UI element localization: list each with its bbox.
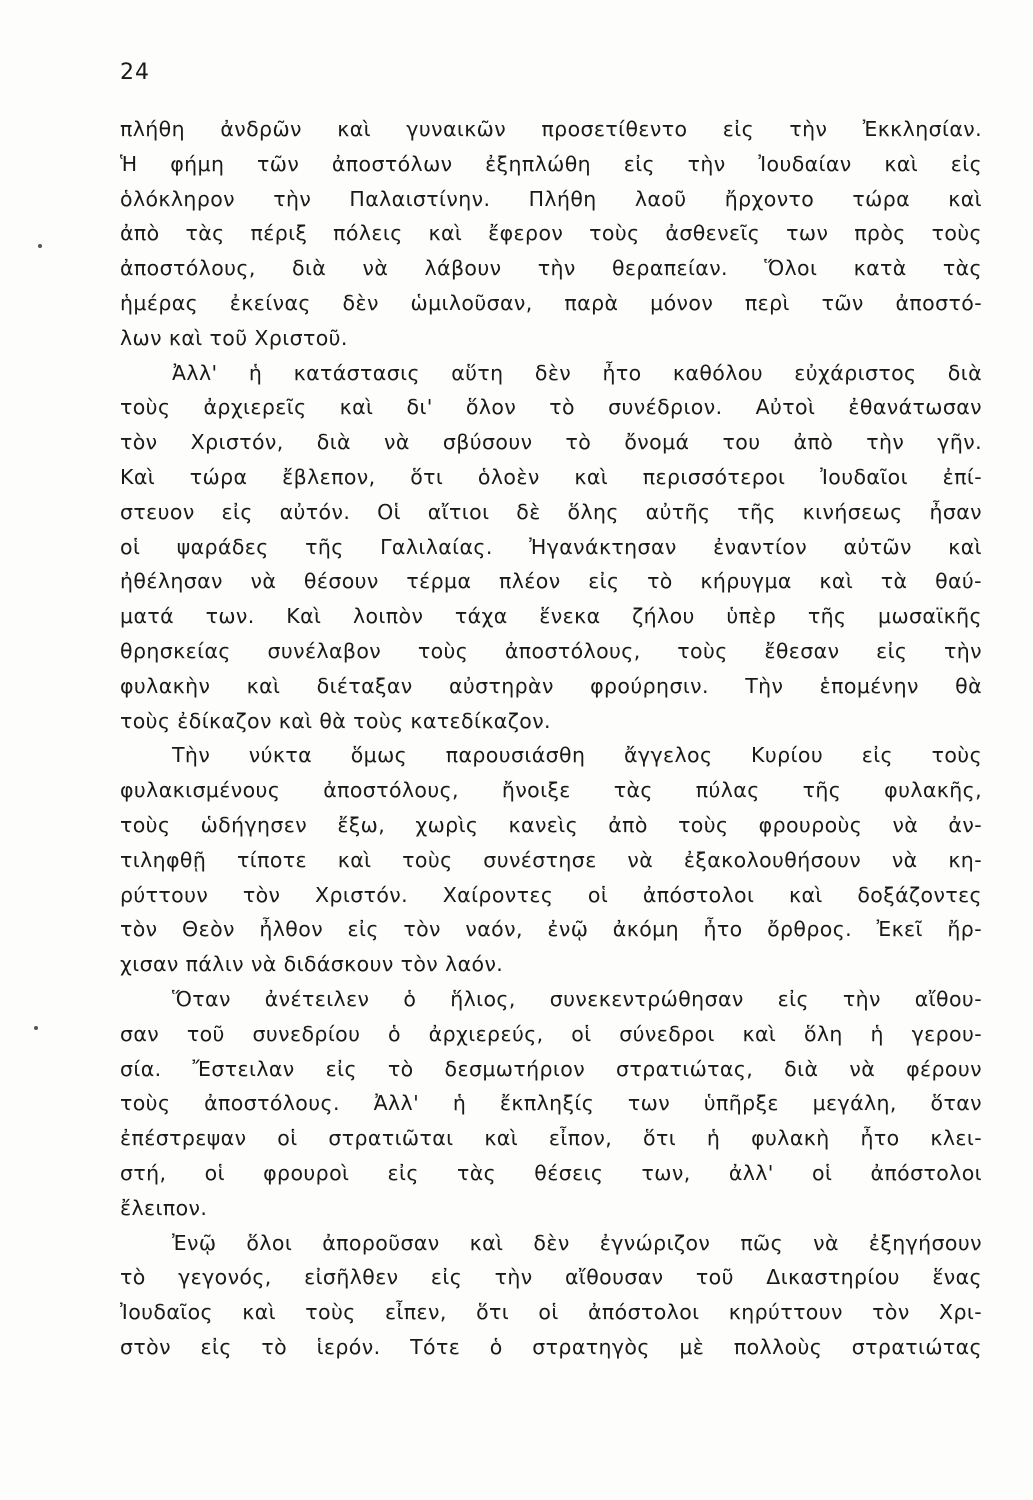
text-line: ἔλειπον. [120,1195,208,1220]
text-line: τοὺς ἀποστόλους. Ἀλλ' ἡ ἔκπληξίς των ὑπῆρξε μεγάλη, ὅταν [120,1091,982,1116]
text-line: τοὺς ἀρχιερεῖς καὶ δι' ὅλον τὸ συνέδριον. Αὐτοὶ ἐθανάτωσαν [120,395,982,420]
paragraph-first-line: Ἐνῷ ὅλοι ἀποροῦσαν καὶ δὲν ἐγνώριζον πῶς νὰ ἐξηγήσουν [172,1230,982,1255]
text-line: τιληφθῇ τίποτε καὶ τοὺς συνέστησε νὰ ἐξακολουθήσουν νὰ κη- [120,847,982,872]
text-line: Ἡ φήμη τῶν ἀποστόλων ἐξηπλώθη εἰς τὴν Ἰουδαίαν καὶ εἰς [120,151,982,176]
text-line: ρύττουν τὸν Χριστόν. Χαίροντες οἱ ἀπόστολοι καὶ δοξάζοντες [120,882,982,907]
text-line: ματά των. Καὶ λοιπὸν τάχα ἕνεκα ζήλου ὑπὲρ τῆς μωσαϊκῆς [120,604,982,629]
scan-speck [38,244,42,248]
text-line: φυλακὴν καὶ διέταξαν αὐστηρὰν φρούρησιν. Τὴν ἑπομένην θὰ [120,673,982,698]
text-line: ὁλόκληρον τὴν Παλαιστίνην. Πλήθη λαοῦ ἤρχοντο τώρα καὶ [120,186,982,211]
text-line: τὸν Χριστόν, διὰ νὰ σβύσουν τὸ ὄνομά του ἀπὸ τὴν γῆν. [120,430,982,455]
text-line: στή, οἱ φρουροὶ εἰς τὰς θέσεις των, ἀλλ' οἱ ἀπόστολοι [120,1160,982,1185]
text-line: στευον εἰς αὐτόν. Οἱ αἴτιοι δὲ ὅλης αὐτῆς τῆς κινήσεως ἦσαν [120,499,982,524]
text-line: πλήθη ἀνδρῶν καὶ γυναικῶν προσετίθεντο εἰς τὴν Ἐκκλησίαν. [120,117,982,141]
text-line: τοὺς ὡδήγησεν ἔξω, χωρὶς κανεὶς ἀπὸ τοὺς φρουροὺς νὰ ἀν- [120,812,982,837]
text-line: Ἰουδαῖος καὶ τοὺς εἶπεν, ὅτι οἱ ἀπόστολοι κηρύττουν τὸν Χρι- [120,1300,982,1325]
text-line: σία. Ἔστειλαν εἰς τὸ δεσμωτήριον στρατιώτας, διὰ νὰ φέρουν [120,1056,982,1081]
text-line: ἀποστόλους, διὰ νὰ λάβουν τὴν θεραπείαν. Ὅλοι κατὰ τὰς [120,256,982,281]
body-text [120,112,982,1365]
text-line: τὸ γεγονός, εἰσῆλθεν εἰς τὴν αἴθουσαν τοῦ Δικαστηρίου ἕνας [120,1265,982,1290]
text-line: τοὺς ἐδίκαζον καὶ θὰ τοὺς κατεδίκαζον. [120,708,551,733]
paragraph-first-line: Τὴν νύκτα ὅμως παρουσιάσθη ἄγγελος Κυρίου εἰς τοὺς [172,743,982,768]
text-line: ἀπὸ τὰς πέριξ πόλεις καὶ ἔφερον τοὺς ἀσθενεῖς των πρὸς τοὺς [120,221,982,246]
text-line: σαν τοῦ συνεδρίου ὁ ἀρχιερεύς, οἱ σύνεδροι καὶ ὅλη ἡ γερου- [120,1021,982,1046]
scan-speck [34,1026,38,1030]
text-line: λων καὶ τοῦ Χριστοῦ. [120,325,348,350]
text-line: Καὶ τώρα ἔβλεπον, ὅτι ὁλοὲν καὶ περισσότεροι Ἰουδαῖοι ἐπί- [120,464,982,489]
paragraph-first-line: Ἀλλ' ἡ κατάστασις αὕτη δὲν ἦτο καθόλου εὐχάριστος διὰ [172,360,982,385]
text-line: φυλακισμένους ἀποστόλους, ἤνοιξε τὰς πύλας τῆς φυλακῆς, [120,778,982,803]
text-line: ἡμέρας ἐκείνας δὲν ὡμιλοῦσαν, παρὰ μόνον περὶ τῶν ἀποστό- [120,290,982,315]
text-line: τὸν Θεὸν ἦλθον εἰς τὸν ναόν, ἐνῷ ἀκόμη ἦτο ὄρθρος. Ἐκεῖ ἤρ- [120,917,982,942]
text-line: θρησκείας συνέλαβον τοὺς ἀποστόλους, τοὺς ἔθεσαν εἰς τὴν [120,638,982,663]
text-line: στὸν εἰς τὸ ἱερόν. Τότε ὁ στρατηγὸς μὲ πολλοὺς στρατιώτας [120,1334,982,1359]
text-line: οἱ ψαράδες τῆς Γαλιλαίας. Ἠγανάκτησαν ἐναντίον αὐτῶν καὶ [120,534,982,559]
text-line: ἐπέστρεψαν οἱ στρατιῶται καὶ εἶπον, ὅτι ἡ φυλακὴ ἦτο κλει- [120,1126,982,1151]
text-line: ἠθέλησαν νὰ θέσουν τέρμα πλέον εἰς τὸ κήρυγμα καὶ τὰ θαύ- [120,569,982,594]
paragraph-first-line: Ὅταν ἀνέτειλεν ὁ ἥλιος, συνεκεντρώθησαν εἰς τὴν αἴθου- [172,986,982,1011]
page-number: 24 [120,60,150,85]
text-line: χισαν πάλιν νὰ διδάσκουν τὸν λαόν. [120,952,504,977]
